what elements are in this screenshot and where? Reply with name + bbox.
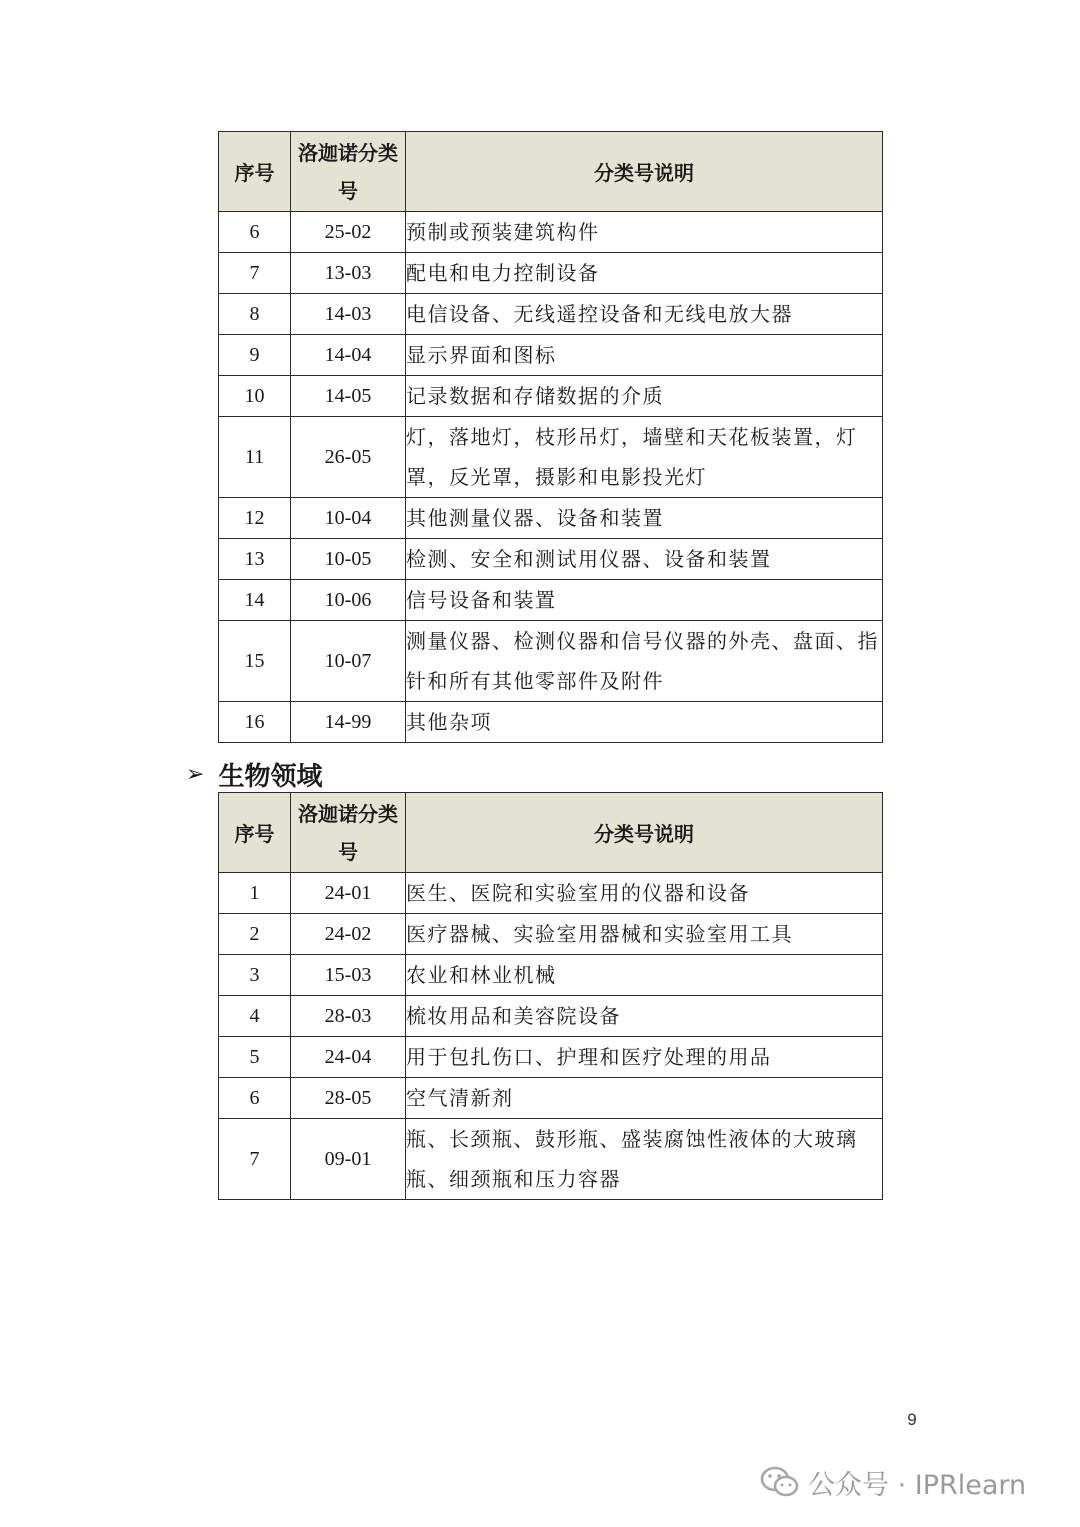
description-cell: 检测、安全和测试用仪器、设备和装置 — [406, 539, 883, 580]
arrow-bullet-icon: ➢ — [186, 761, 205, 787]
serial-cell: 10 — [219, 376, 291, 417]
table-row — [219, 376, 883, 417]
code-cell: 14-99 — [291, 702, 406, 743]
header-serial: 序号 — [219, 132, 291, 212]
serial-cell: 16 — [219, 702, 291, 743]
header-description: 分类号说明 — [406, 132, 883, 212]
table-header-row — [219, 793, 883, 873]
serial-cell: 15 — [219, 621, 291, 702]
description-cell: 医生、医院和实验室用的仪器和设备 — [406, 873, 883, 914]
header-locarno-code: 洛迦诺分类号 — [291, 793, 406, 873]
description-cell: 显示界面和图标 — [406, 335, 883, 376]
table-row — [219, 996, 883, 1037]
table-row — [219, 914, 883, 955]
serial-cell: 9 — [219, 335, 291, 376]
table-row — [219, 335, 883, 376]
table-row — [219, 580, 883, 621]
serial-cell: 4 — [219, 996, 291, 1037]
code-cell: 14-04 — [291, 335, 406, 376]
serial-cell: 11 — [219, 417, 291, 498]
code-cell: 13-03 — [291, 253, 406, 294]
description-cell: 空气清新剂 — [406, 1078, 883, 1119]
table-row — [219, 539, 883, 580]
description-cell: 预制或预装建筑构件 — [406, 212, 883, 253]
description-cell: 其他杂项 — [406, 702, 883, 743]
watermark-text: 公众号 · IPRlearn — [808, 1469, 1027, 1501]
description-cell: 灯，落地灯，枝形吊灯，墙壁和天花板装置，灯罩，反光罩，摄影和电影投光灯 — [406, 417, 883, 498]
header-description: 分类号说明 — [406, 793, 883, 873]
code-cell: 25-02 — [291, 212, 406, 253]
header-locarno-code: 洛迦诺分类号 — [291, 132, 406, 212]
code-cell: 26-05 — [291, 417, 406, 498]
code-cell: 24-04 — [291, 1037, 406, 1078]
code-cell: 14-03 — [291, 294, 406, 335]
header-serial: 序号 — [219, 793, 291, 873]
table-row — [219, 1078, 883, 1119]
description-cell: 瓶、长颈瓶、鼓形瓶、盛装腐蚀性液体的大玻璃瓶、细颈瓶和压力容器 — [406, 1119, 883, 1200]
description-cell: 电信设备、无线遥控设备和无线电放大器 — [406, 294, 883, 335]
table-row — [219, 498, 883, 539]
code-cell: 24-02 — [291, 914, 406, 955]
description-cell: 农业和林业机械 — [406, 955, 883, 996]
section-title: 生物领域 — [218, 761, 323, 792]
table-row — [219, 253, 883, 294]
description-cell: 测量仪器、检测仪器和信号仪器的外壳、盘面、指针和所有其他零部件及附件 — [406, 621, 883, 702]
serial-cell: 5 — [219, 1037, 291, 1078]
code-cell: 15-03 — [291, 955, 406, 996]
code-cell: 10-05 — [291, 539, 406, 580]
serial-cell: 14 — [219, 580, 291, 621]
serial-cell: 13 — [219, 539, 291, 580]
table-row — [219, 1037, 883, 1078]
description-cell: 记录数据和存储数据的介质 — [406, 376, 883, 417]
classification-table-2 — [218, 792, 883, 1200]
serial-cell: 8 — [219, 294, 291, 335]
code-cell: 28-03 — [291, 996, 406, 1037]
description-cell: 医疗器械、实验室用器械和实验室用工具 — [406, 914, 883, 955]
description-cell: 配电和电力控制设备 — [406, 253, 883, 294]
table-row — [219, 212, 883, 253]
description-cell: 梳妆用品和美容院设备 — [406, 996, 883, 1037]
serial-cell: 3 — [219, 955, 291, 996]
code-cell: 28-05 — [291, 1078, 406, 1119]
code-cell: 10-04 — [291, 498, 406, 539]
table-row — [219, 955, 883, 996]
page-number: 9 — [907, 1410, 917, 1429]
table-row — [219, 294, 883, 335]
section-heading — [186, 752, 322, 796]
table-row — [219, 417, 883, 498]
classification-table-1 — [218, 131, 883, 743]
table-header-row — [219, 132, 883, 212]
serial-cell: 7 — [219, 253, 291, 294]
serial-cell: 2 — [219, 914, 291, 955]
description-cell: 其他测量仪器、设备和装置 — [406, 498, 883, 539]
table-row — [219, 873, 883, 914]
table-row — [219, 702, 883, 743]
table-row — [219, 621, 883, 702]
serial-cell: 6 — [219, 212, 291, 253]
code-cell: 24-01 — [291, 873, 406, 914]
watermark — [760, 1460, 1026, 1504]
description-cell: 信号设备和装置 — [406, 580, 883, 621]
description-cell: 用于包扎伤口、护理和医疗处理的用品 — [406, 1037, 883, 1078]
serial-cell: 6 — [219, 1078, 291, 1119]
serial-cell: 7 — [219, 1119, 291, 1200]
code-cell: 14-05 — [291, 376, 406, 417]
serial-cell: 1 — [219, 873, 291, 914]
code-cell: 09-01 — [291, 1119, 406, 1200]
table-row — [219, 1119, 883, 1200]
wechat-icon — [760, 1465, 800, 1499]
code-cell: 10-07 — [291, 621, 406, 702]
serial-cell: 12 — [219, 498, 291, 539]
code-cell: 10-06 — [291, 580, 406, 621]
